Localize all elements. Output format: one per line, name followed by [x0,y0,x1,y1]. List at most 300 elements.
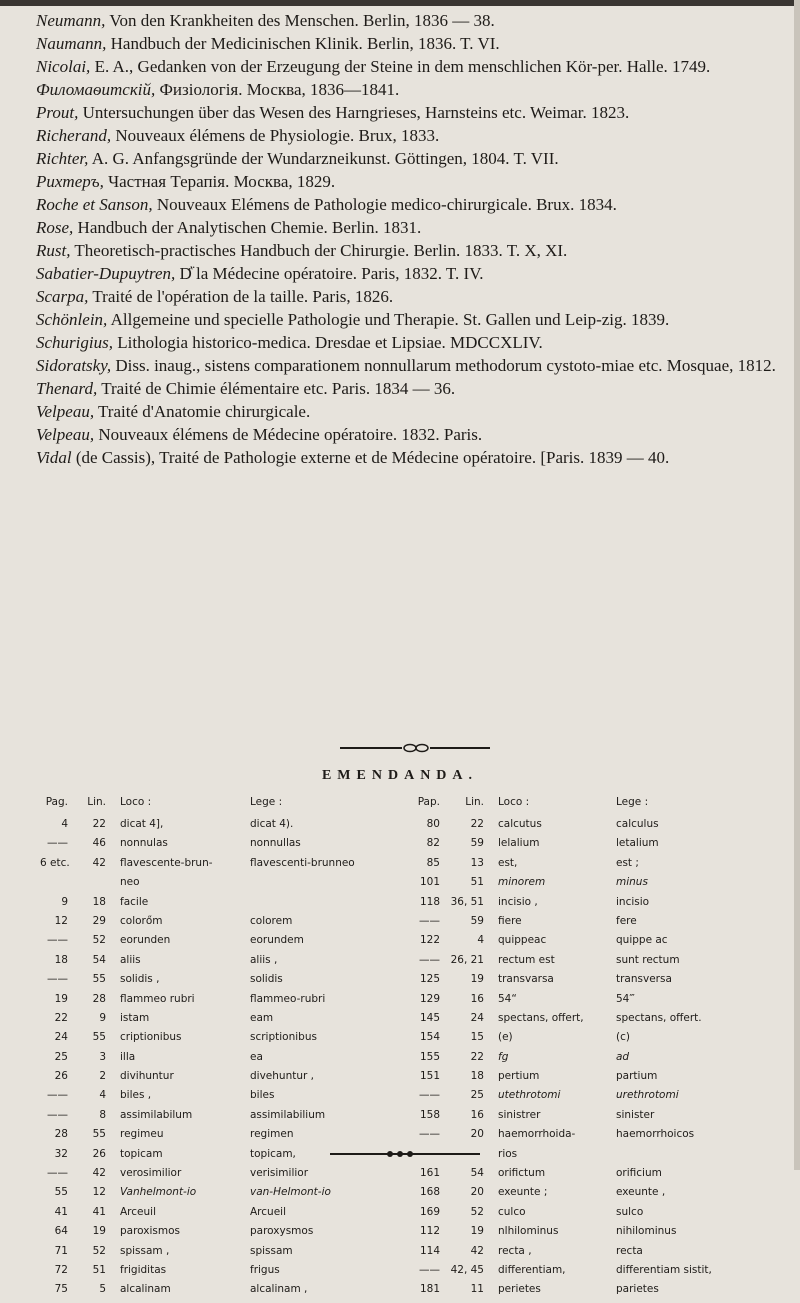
errata-lege: sinister [616,1108,655,1121]
errata-row [40,973,400,992]
errata-loco: culco [498,1205,526,1218]
errata-row [406,1225,786,1244]
ornament-divider-icon [340,743,490,753]
errata-pag: —— [47,934,68,947]
header-pag: Pap. [417,796,440,808]
errata-pag: 26 [54,1070,68,1083]
bibliography-entry [36,33,788,54]
errata-row [406,876,786,895]
errata-lege: sulco [616,1205,644,1218]
header-lege: Lege : [250,796,283,808]
errata-lege: exeunte , [616,1186,666,1199]
errata-lege: assimilabilium [250,1108,326,1121]
errata-loco: lelalium [498,837,540,850]
errata-row [406,1031,786,1050]
errata-lege: ad [616,1050,630,1063]
errata-loco: istam [120,1011,150,1024]
bibliography-entry [36,286,788,307]
errata-lege: verisimilior [250,1167,309,1180]
header-lin: Lin. [465,796,484,808]
errata-lege: urethrotomi [616,1089,679,1102]
bibliography-entry [36,401,788,422]
errata-pag: 82 [426,837,440,850]
errata-lege: frigus [250,1263,280,1276]
entry-text: Traité de l'opération de la taille. Paris, 1826. [88,287,394,306]
errata-lin: 22 [470,1050,484,1063]
errata-lin: 18 [470,1070,484,1083]
errata-loco: recta , [498,1244,532,1257]
errata-lin: 51 [470,876,484,889]
errata-row [40,1012,400,1031]
errata-lin: 59 [470,837,484,850]
errata-lin: 16 [470,1108,484,1121]
errata-lege: regimen [250,1128,294,1141]
header-loco: Loco : [120,796,152,808]
errata-lin: 20 [470,1186,484,1199]
errata-loco: illa [120,1050,136,1063]
errata-loco: flavescente-brun- [120,856,213,869]
errata-row [40,1109,400,1128]
errata-row [406,1186,786,1205]
errata-row [40,1031,400,1050]
errata-lege: divehuntur , [250,1070,314,1083]
errata-pag: 85 [426,856,440,869]
errata-pag: 4 [61,818,68,830]
errata-pag: —— [419,1089,440,1102]
errata-pag: 158 [419,1108,440,1121]
errata-pag: 101 [419,876,440,889]
errata-pag: 112 [419,1225,440,1238]
errata-pag: 32 [54,1147,68,1160]
errata-row [406,954,786,973]
errata-pag: 151 [419,1070,440,1083]
errata-row [40,818,400,837]
errata-loco: 54“ [498,992,517,1005]
errata-loco: biles , [120,1089,152,1102]
errata-lege: (c) [616,1031,630,1044]
entry-text: Handbuch der Medicinischen Klinik. Berlin, 1836. T. VI. [106,34,500,53]
errata-lege: scriptionibus [250,1031,317,1044]
errata-loco: pertium [498,1070,540,1083]
errata-loco: utethrotomi [498,1089,561,1102]
errata-pag: 161 [419,1167,440,1180]
errata-loco: colorőm [120,914,163,927]
errata-loco: calcutus [498,818,542,830]
errata-lin: 25 [470,1089,484,1102]
bibliography-list [36,10,788,470]
top-rule [0,0,800,6]
entry-author: Richter, [36,149,89,168]
errata-lege: van-Helmont-io [250,1186,331,1199]
errata-lege: paroxysmos [250,1225,314,1238]
entry-text: Traité de Chimie élémentaire etc. Paris. 1834 — 36. [97,379,456,398]
entry-text: (de Cassis), Traité de Pathologie externe et de Médecine opératoire. [Paris. 1839 — 40. [71,448,670,467]
errata-lege: quippe ac [616,934,668,947]
errata-pag: 25 [54,1050,68,1063]
errata-loco: minorem [498,876,546,889]
errata-lin: 9 [99,1011,106,1024]
errata-pag: 6 etc. [40,856,70,869]
errata-lin: 46 [92,837,106,850]
errata-loco: orifictum [498,1167,546,1180]
entry-text: Theoretisch-practisches Handbuch der Chirurgie. Berlin. 1833. T. X, XI. [70,241,568,260]
entry-author: Nicolai, [36,57,91,76]
errata-lin: 15 [470,1031,484,1044]
errata-lin: 11 [470,1283,484,1296]
errata-row [406,1051,786,1070]
errata-pag: 181 [419,1283,440,1296]
errata-row [40,915,400,934]
errata-loco: criptionibus [120,1031,182,1044]
errata-lin: 42, 45 [450,1263,484,1276]
bibliography-entry [36,378,788,399]
errata-pag: —— [47,837,68,850]
errata-lege: nihilominus [616,1225,677,1238]
bibliography-entry [36,263,788,284]
errata-loco: neo [120,876,140,889]
errata-row [40,837,400,856]
errata-loco: transvarsa [498,973,554,986]
errata-lege: fere [616,914,637,927]
errata-pag: —— [419,914,440,927]
errata-pag: 12 [54,914,68,927]
entry-text: Частная Терапія. Москва, 1829. [103,172,336,191]
end-ornament-icon [330,1150,480,1158]
errata-header [40,796,400,818]
errata-pag: 122 [419,934,440,947]
errata-pag: 75 [54,1283,68,1296]
entry-text: A. G. Anfangsgründe der Wundarzneikunst. Göttingen, 1804. T. VII. [88,149,559,168]
errata-lin: 22 [92,818,106,830]
errata-pag: 71 [54,1244,68,1257]
errata-lege: est ; [616,856,639,869]
errata-pag: —— [47,1089,68,1102]
errata-loco: Arceuil [120,1205,156,1218]
errata-row [406,993,786,1012]
errata-pag: —— [47,1167,68,1180]
errata-lege: spissam [250,1244,293,1257]
errata-row [40,1264,400,1283]
errata-lin: 55 [92,1031,106,1044]
entry-author: Sidoratsky, [36,356,112,375]
entry-author: Филомаѳитскій, [36,80,156,99]
errata-row [406,1245,786,1264]
errata-header [406,796,786,818]
errata-row [40,934,400,953]
errata-row [406,837,786,856]
entry-text: Von den Krankheiten des Menschen. Berlin, 1836 — 38. [105,11,495,30]
errata-lin: 42 [92,1167,106,1180]
errata-row [40,954,400,973]
errata-row [40,1225,400,1244]
bibliography-entry [36,447,788,468]
errata-lege: aliis , [250,953,278,966]
errata-lin: 59 [470,914,484,927]
entry-author: Scarpa, [36,287,89,306]
errata-loco: fg [498,1050,509,1063]
errata-loco: spissam , [120,1244,170,1257]
errata-pag: —— [419,1128,440,1141]
entry-author: Roche et Sanson, [36,195,153,214]
errata-loco: assimilabilum [120,1108,193,1121]
errata-loco: eorunden [120,934,171,947]
errata-lin: 13 [470,856,484,869]
errata-pag: —— [47,973,68,986]
entry-author: Rose, [36,218,74,237]
errata-loco: quippeac [498,934,547,947]
errata-lin: 2 [99,1070,106,1083]
bibliography-entry [36,194,788,215]
errata-row [406,1109,786,1128]
errata-lin: 19 [470,1225,484,1238]
errata-loco: dicat 4], [120,818,164,830]
errata-lin: 16 [470,992,484,1005]
entry-author: Rust, [36,241,71,260]
errata-pag: 22 [54,1011,68,1024]
errata-row [40,1206,400,1225]
errata-lege: 54‴ [616,992,635,1005]
errata-pag: 19 [54,992,68,1005]
errata-lin: 52 [92,934,106,947]
errata-right-column [406,796,786,1303]
errata-loco: topicam [120,1147,163,1160]
errata-lin: 19 [92,1225,106,1238]
errata-lege: eorundem [250,934,304,947]
entry-author: Sabatier-Dupuytren, [36,264,176,283]
errata-row [40,993,400,1012]
errata-row [40,896,400,915]
errata-loco: Vanhelmont-io [120,1186,197,1199]
errata-row [406,1206,786,1225]
errata-row [406,915,786,934]
errata-row [40,1283,400,1302]
entry-author: Richerand, [36,126,112,145]
entry-text: Nouveaux Elémens de Pathologie medico-chirurgicale. Brux. 1834. [152,195,617,214]
errata-lege: ea [250,1050,263,1063]
entry-text: Nouveaux élémens de Physiologie. Brux, 1833. [111,126,440,145]
errata-pag: 28 [54,1128,68,1141]
errata-lin: 52 [92,1244,106,1257]
errata-loco: fiere [498,914,522,927]
bibliography-entry [36,79,788,100]
errata-loco: divihuntur [120,1070,174,1083]
errata-lin: 3 [99,1050,106,1063]
errata-pag: —— [419,953,440,966]
errata-lin: 55 [92,973,106,986]
errata-lege: topicam, [250,1147,296,1160]
errata-loco: perietes [498,1283,541,1296]
errata-pag: 118 [419,895,440,908]
errata-lin: 26, 21 [450,953,484,966]
errata-lege: Arcueil [250,1205,286,1218]
errata-pag: 18 [54,953,68,966]
entry-text: Diss. inaug., sistens comparationem nonnullarum methodorum cystoto-miae etc. Mosquae, 1812. [111,356,776,375]
errata-lin: 12 [92,1186,106,1199]
entry-text: D᷀ la Médecine opératoire. Paris, 1832. T. IV. [175,264,484,283]
entry-author: Schurigius, [36,333,113,352]
entry-author: Prout, [36,103,79,122]
errata-row [40,857,400,876]
entry-text: Nouveaux élémens de Médecine opératoire. 1832. Paris. [94,425,483,444]
emendanda-title: EMENDANDA. [321,768,479,783]
errata-loco: solidis , [120,973,160,986]
errata-lege: recta [616,1244,643,1257]
errata-loco: spectans, offert, [498,1011,584,1024]
bibliography-entry [36,148,788,169]
entry-text: E. A., Gedanken von der Erzeugung der Steine in dem menschlichen Kör-per. Halle. 1749. [90,57,711,76]
errata-row [40,876,400,895]
errata-row [40,1245,400,1264]
errata-lin: 36, 51 [450,895,484,908]
errata-lege: letalium [616,837,659,850]
entry-author: Velpeau, [36,402,95,421]
errata-lege: incisio [616,895,650,908]
bibliography-entry [36,355,788,376]
errata-loco: facile [120,895,149,908]
page-edge [794,0,800,1170]
errata-lin: 5 [99,1283,106,1296]
errata-loco: differentiam, [498,1263,566,1276]
errata-pag: 155 [419,1050,440,1063]
errata-loco: paroxismos [120,1225,181,1238]
errata-lin: 24 [470,1011,484,1024]
errata-row [406,818,786,837]
entry-author: Рихтеръ, [36,172,104,191]
errata-row [40,1089,400,1108]
errata-pag: 80 [426,818,440,830]
errata-lin: 4 [477,934,484,947]
entry-author: Vidal [36,448,72,467]
errata-pag: 168 [419,1186,440,1199]
errata-loco: rios [498,1147,518,1160]
entry-author: Schönlein, [36,310,108,329]
errata-row [406,1264,786,1283]
errata-row [406,1012,786,1031]
errata-lege: calculus [616,818,659,830]
errata-pag: 24 [54,1031,68,1044]
entry-text: Untersuchungen über das Wesen des Harngrieses, Harnsteins etc. Weimar. 1823. [78,103,630,122]
errata-pag: 154 [419,1031,440,1044]
errata-pag: 55 [54,1186,68,1199]
errata-lin: 42 [92,856,106,869]
errata-lin: 4 [99,1089,106,1102]
header-loco: Loco : [498,796,530,808]
bibliography-entry [36,102,788,123]
errata-lin: 26 [92,1147,106,1160]
errata-row [406,934,786,953]
errata-lege: flammeo-rubri [250,992,326,1005]
errata-lin: 54 [92,953,106,966]
errata-lin: 18 [92,895,106,908]
errata-row [40,1051,400,1070]
errata-lege: minus [616,876,648,889]
entry-text: Lithologia historico-medica. Dresdae et Lipsiae. MDCCXLIV. [112,333,543,352]
errata-row [406,896,786,915]
errata-lin: 51 [92,1263,106,1276]
errata-lin: 20 [470,1128,484,1141]
errata-row [406,1089,786,1108]
entry-author: Thenard, [36,379,98,398]
errata-pag: 64 [54,1225,68,1238]
errata-pag: 125 [419,973,440,986]
errata-loco: frigiditas [120,1263,167,1276]
errata-lin: 42 [470,1244,484,1257]
errata-lege: nonnullas [250,837,301,850]
errata-row [406,1128,786,1147]
errata-loco: (e) [498,1031,513,1044]
errata-row [406,1070,786,1089]
errata-row [40,1128,400,1147]
entry-author: Velpeau, [36,425,95,444]
errata-loco: regimeu [120,1128,164,1141]
errata-loco: exeunte ; [498,1186,548,1199]
errata-left-column [40,796,400,1303]
errata-pag: 72 [54,1263,68,1276]
errata-row [40,1070,400,1089]
errata-loco: nonnulas [120,837,168,850]
errata-loco: aliis [120,953,141,966]
errata-lin: 52 [470,1205,484,1218]
errata-pag: —— [419,1263,440,1276]
bibliography-entry [36,424,788,445]
errata-pag: 169 [419,1205,440,1218]
errata-lin: 22 [470,818,484,830]
errata-lege: parietes [616,1283,659,1296]
errata-lege: flavescenti-brunneo [250,856,355,869]
errata-lege: transversa [616,973,672,986]
bibliography-entry [36,240,788,261]
bibliography-entry [36,217,788,238]
errata-row [406,857,786,876]
header-lege: Lege : [616,796,649,808]
errata-lin: 41 [92,1205,106,1218]
errata-lin: 28 [92,992,106,1005]
entry-text: Физіологія. Москва, 1836—1841. [155,80,400,99]
entry-author: Neumann, [36,11,106,30]
errata-lege: differentiam sistit, [616,1263,712,1276]
errata-pag: 41 [54,1205,68,1218]
errata-lege: partium [616,1070,658,1083]
errata-lin: 29 [92,914,106,927]
errata-lege: dicat 4). [250,818,294,830]
errata-pag: 145 [419,1011,440,1024]
errata-lege: solidis [250,973,283,986]
errata-lege: colorem [250,914,293,927]
errata-loco: verosimilior [120,1167,182,1180]
errata-lin: 8 [99,1108,106,1121]
errata-loco: alcalinam [120,1283,171,1296]
errata-loco: incisio , [498,895,538,908]
errata-pag: —— [47,1108,68,1121]
bibliography-entry [36,171,788,192]
errata-lege: orificium [616,1167,662,1180]
errata-lege: spectans, offert. [616,1011,702,1024]
errata-lin: 54 [470,1167,484,1180]
entry-author: Naumann, [36,34,107,53]
header-pag: Pag. [45,796,68,808]
bibliography-entry [36,332,788,353]
entry-text: Handbuch der Analytischen Chemie. Berlin. 1831. [73,218,422,237]
errata-lege: eam [250,1011,274,1024]
errata-lege: haemorrhoicos [616,1128,695,1141]
errata-lin: 55 [92,1128,106,1141]
errata-loco: nlhilominus [498,1225,559,1238]
entry-text: Traité d'Anatomie chirurgicale. [94,402,311,421]
errata-loco: sinistrer [498,1108,541,1121]
bibliography-entry [36,56,788,77]
errata-lege: sunt rectum [616,953,680,966]
errata-row [406,1283,786,1302]
